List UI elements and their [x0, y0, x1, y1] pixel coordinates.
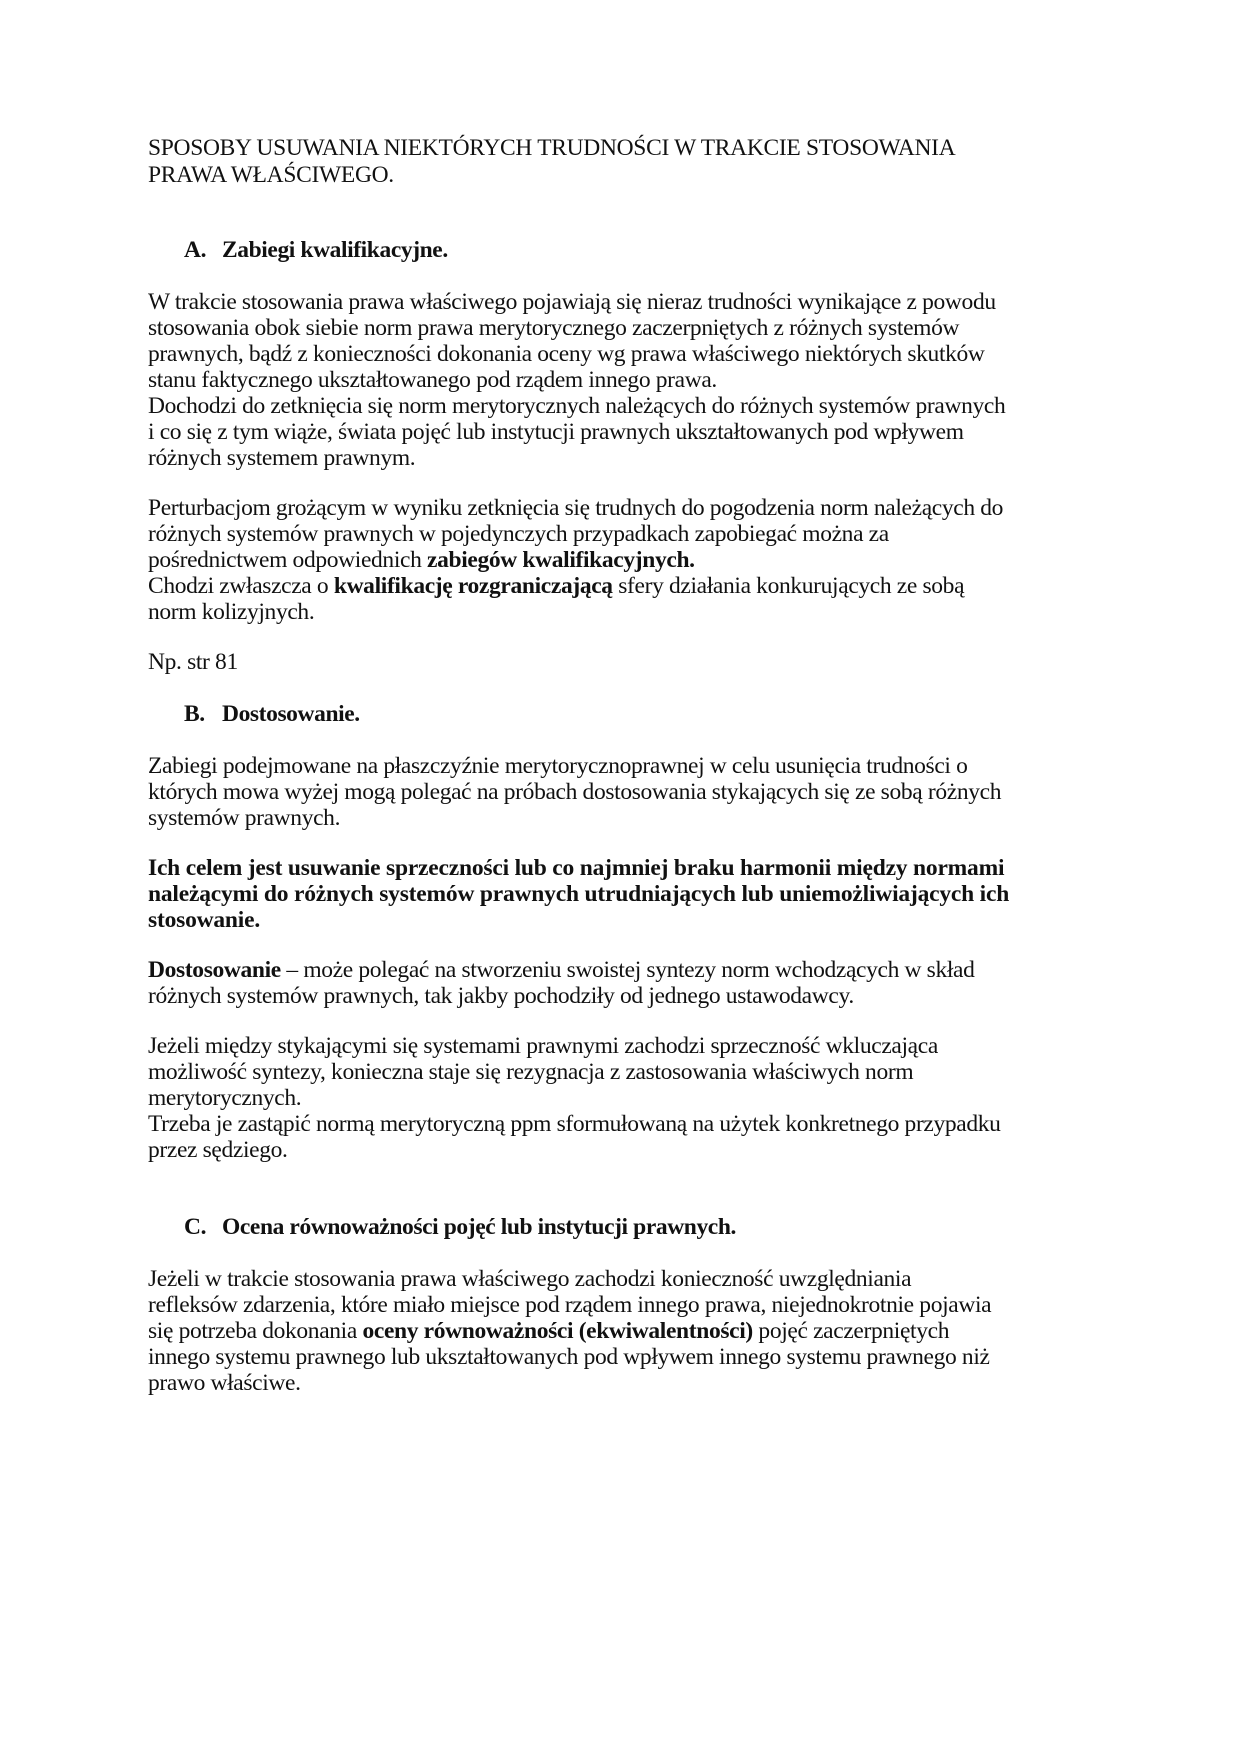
paragraph-line: Dochodzi do zetknięcia się norm merytorycznych należących do różnych systemów prawnych: [148, 393, 1006, 419]
section-b-title: Dostosowanie.: [222, 701, 360, 727]
page-reference-note: Np. str 81: [148, 649, 238, 675]
text-run: pojęć zaczerpniętych: [752, 1318, 950, 1344]
paragraph-line: stanu faktycznego ukształtowanego pod rządem innego prawa.: [148, 367, 717, 393]
paragraph-line: Jeżeli w trakcie stosowania prawa właściwego zachodzi konieczność uwzględniania: [148, 1266, 912, 1292]
paragraph-line: merytorycznych.: [148, 1085, 302, 1111]
emphasis-zabiegi-kwalifikacyjne: zabiegów kwalifikacyjnych.: [427, 547, 695, 573]
paragraph-line: refleksów zdarzenia, które miało miejsce pod rządem innego prawa, niejednokrotnie pojawia: [148, 1292, 992, 1318]
paragraph-line: których mowa wyżej mogą polegać na próbach dostosowania stykających się ze sobą różnych: [148, 779, 1002, 805]
text-run: pośrednictwem odpowiednich: [148, 547, 428, 573]
emphasis-ocena-rownowaznosci: oceny równoważności (ekwiwalentności): [362, 1318, 753, 1344]
paragraph-line: stosowania obok siebie norm prawa merytorycznego zaczerpniętych z różnych systemów: [148, 315, 960, 341]
emphasis-paragraph-line: stosowanie.: [148, 907, 261, 933]
document-title-line-2: PRAWA WŁAŚCIWEGO.: [148, 162, 394, 188]
text-run: sfery działania konkurujących ze sobą: [612, 573, 965, 599]
emphasis-paragraph-line: Ich celem jest usuwanie sprzeczności lub co najmniej braku harmonii między normami: [148, 855, 1005, 881]
section-a-marker: A.: [184, 237, 207, 263]
paragraph-line: [148, 1317, 949, 1345]
paragraph-line: Zabiegi podejmowane na płaszczyźnie merytorycznoprawnej w celu usunięcia trudności o: [148, 753, 968, 779]
paragraph-line: innego systemu prawnego lub ukształtowanych pod wpływem innego systemu prawnego niż: [148, 1344, 990, 1370]
section-a-title: Zabiegi kwalifikacyjne.: [222, 237, 448, 263]
section-c-title: Ocena równoważności pojęć lub instytucji prawnych.: [222, 1214, 736, 1240]
text-run: – może polegać na stworzeniu swoistej syntezy norm wchodzących w skład: [280, 957, 975, 983]
paragraph-line: W trakcie stosowania prawa właściwego pojawiają się nieraz trudności wynikające z powodu: [148, 289, 996, 315]
text-run: się potrzeba dokonania: [148, 1318, 363, 1344]
paragraph-line: różnych systemem prawnym.: [148, 445, 416, 471]
paragraph-line: systemów prawnych.: [148, 805, 341, 831]
paragraph-line: Jeżeli między stykającymi się systemami prawnymi zachodzi sprzeczność wkluczająca: [148, 1033, 938, 1059]
paragraph-line: norm kolizyjnych.: [148, 599, 315, 625]
emphasis-kwalifikacja-rozgraniczajaca: kwalifikację rozgraniczającą: [333, 573, 613, 599]
paragraph-line: prawnych, bądź z konieczności dokonania oceny wg prawa właściwego niektórych skutków: [148, 341, 985, 367]
paragraph-line: [148, 572, 964, 600]
paragraph-line: [148, 956, 975, 984]
section-a-heading: [184, 236, 448, 264]
paragraph-line: różnych systemów prawnych, tak jakby pochodziły od jednego ustawodawcy.: [148, 983, 854, 1009]
section-c-marker: C.: [184, 1214, 207, 1240]
text-run: Chodzi zwłaszcza o: [148, 573, 334, 599]
paragraph-line: Trzeba je zastąpić normą merytoryczną ppm sformułowaną na użytek konkretnego przypadku: [148, 1111, 1001, 1137]
paragraph-line: [148, 546, 695, 574]
emphasis-paragraph-line: należącymi do różnych systemów prawnych utrudniających lub uniemożliwiających ich: [148, 881, 1010, 907]
paragraph-line: różnych systemów prawnych w pojedynczych przypadkach zapobiegać można za: [148, 521, 889, 547]
paragraph-line: Perturbacjom grożącym w wyniku zetknięcia się trudnych do pogodzenia norm należących do: [148, 495, 1004, 521]
section-b-marker: B.: [184, 701, 205, 727]
paragraph-line: przez sędziego.: [148, 1137, 288, 1163]
emphasis-dostosowanie: Dostosowanie: [148, 957, 281, 983]
document-title-line-1: SPOSOBY USUWANIA NIEKTÓRYCH TRUDNOŚCI W TRAKCIE STOSOWANIA: [148, 135, 956, 161]
paragraph-line: i co się z tym wiąże, świata pojęć lub instytucji prawnych ukształtowanych pod wpływem: [148, 419, 964, 445]
section-b-heading: [184, 700, 360, 728]
section-c-heading: [184, 1213, 736, 1241]
paragraph-line: prawo właściwe.: [148, 1370, 301, 1396]
paragraph-line: możliwość syntezy, konieczna staje się rezygnacja z zastosowania właściwych norm: [148, 1059, 914, 1085]
